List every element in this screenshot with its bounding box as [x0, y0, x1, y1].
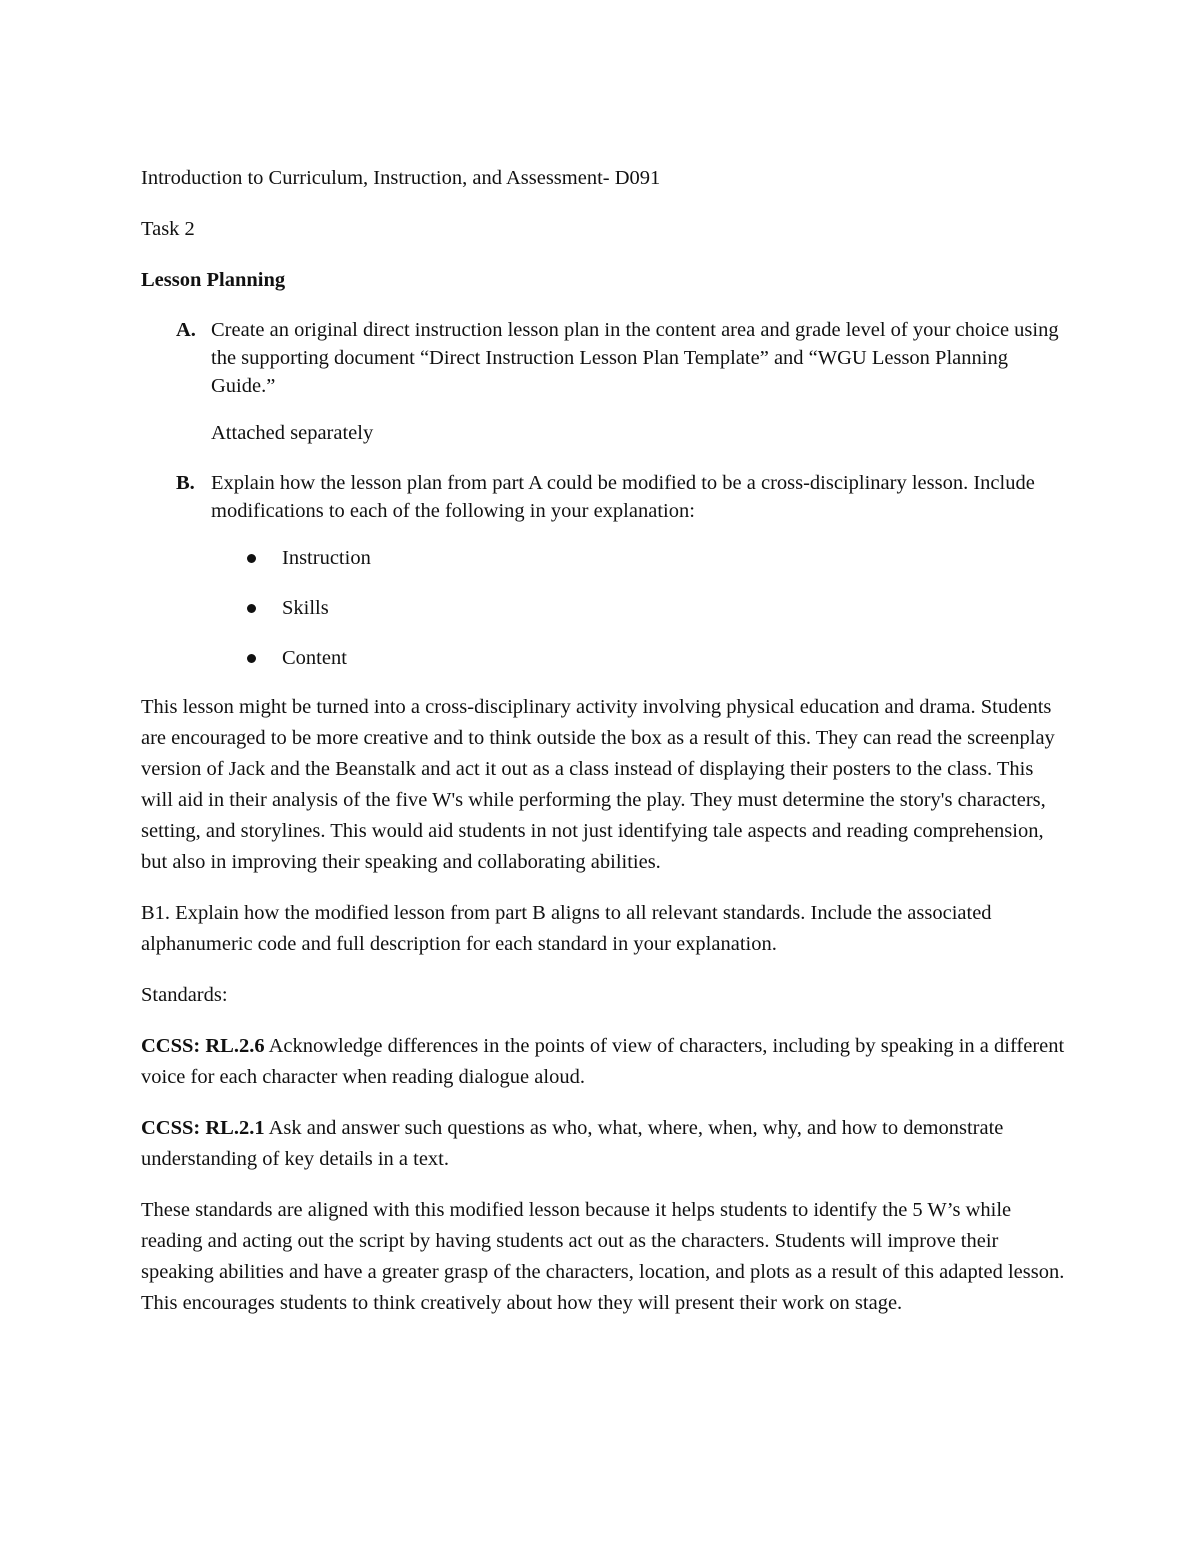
item-a — [141, 316, 1066, 400]
standard-description: Acknowledge differences in the points of view of characters, including by speaking in a different voice for each character when reading dialogue aloud. — [141, 1035, 1065, 1088]
standard-code: CCSS: RL.2.1 — [141, 1117, 265, 1139]
item-a-letter: A. — [176, 319, 196, 341]
section-heading: Lesson Planning — [141, 269, 286, 291]
list-item — [141, 644, 1066, 672]
answer-b-paragraph: This lesson might be turned into a cross-disciplinary activity involving physical education and drama. Students are encouraged to be more creative and to think outside the box as a result of this. They can read the screenplay version of Jack and the Beanstalk and act it out as a class instead of displaying their posters to the class. This will aid in their analysis of the five W's while performing the play. They must determine the story's characters, setting, and storylines. This would aid students in not just identifying tale aspects and reading comprehension, but also in improving their speaking and collaborating abilities. — [141, 696, 1055, 873]
item-a-note: Attached separately — [211, 422, 374, 444]
standard-entry — [141, 1031, 1066, 1093]
list-item-label: Instruction — [282, 547, 371, 569]
standard-description: Ask and answer such questions as who, what, where, when, why, and how to demonstrate understanding of key details in a text. — [141, 1117, 1004, 1170]
document-body — [141, 163, 1066, 1339]
list-item — [141, 544, 1066, 572]
item-b — [141, 469, 1066, 525]
list-item — [141, 594, 1066, 622]
course-title: Introduction to Curriculum, Instruction, and Assessment- D091 — [141, 167, 661, 189]
list-item-label: Skills — [282, 597, 329, 619]
item-a-text: Create an original direct instruction lesson plan in the content area and grade level of your choice using the supporting document “Direct Instruction Lesson Plan Template” and “WGU Lesson Planning Guide.” — [211, 319, 1059, 397]
bullet-icon — [247, 604, 256, 613]
standard-code: CCSS: RL.2.6 — [141, 1035, 265, 1057]
standard-entry — [141, 1113, 1066, 1175]
task-label: Task 2 — [141, 218, 195, 240]
bullet-icon — [247, 554, 256, 563]
item-b1-prompt: B1. Explain how the modified lesson from part B aligns to all relevant standards. Include the associated alphanumeric code and full description for each standard in your explanation. — [141, 902, 992, 955]
closing-paragraph: These standards are aligned with this modified lesson because it helps students to identify the 5 W’s while reading and acting out the script by having students act out as the characters. Students will improve their speaking abilities and have a greater grasp of the characters, location, and plots as a result of this adapted lesson. This encourages students to think creatively about how they will present their work on stage. — [141, 1199, 1065, 1314]
modification-list — [141, 544, 1066, 672]
list-item-label: Content — [282, 647, 347, 669]
item-b-text: Explain how the lesson plan from part A could be modified to be a cross-disciplinary lesson. Include modifications to each of the following in your explanation: — [211, 472, 1035, 522]
item-b-letter: B. — [176, 472, 195, 494]
bullet-icon — [247, 654, 256, 663]
standards-label: Standards: — [141, 984, 228, 1006]
